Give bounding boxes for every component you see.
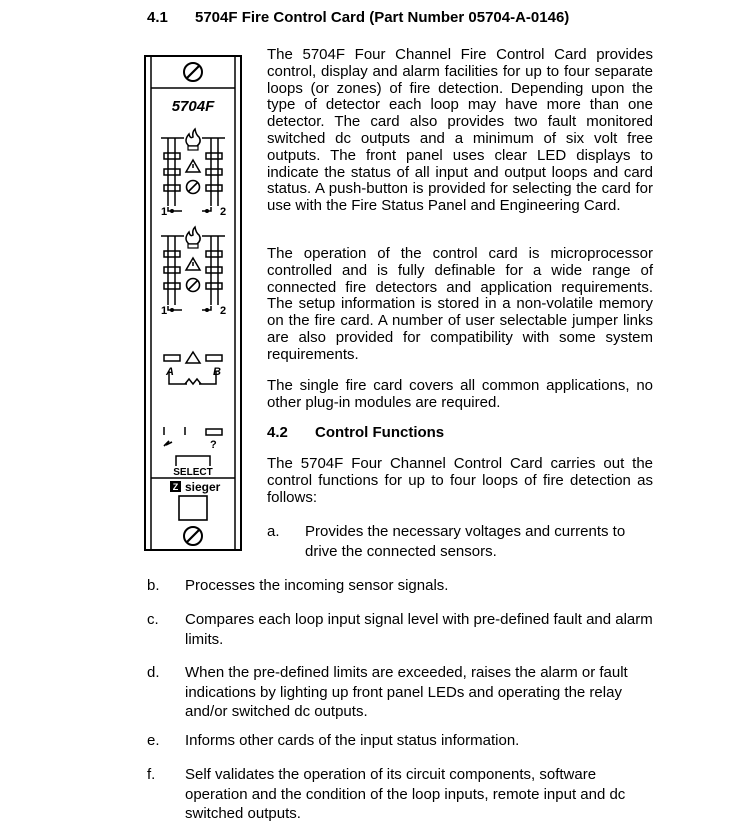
loop-1-label xyxy=(161,206,182,218)
disabled-icon xyxy=(187,181,200,194)
select-bracket xyxy=(176,456,210,466)
intro-paragraph-2: The operation of the control card is microprocessor controlled and is fully definable for a wide range of connected fire detectors and application requirements. The setup information is stored in a non-volatile memory on the fire card. A number of user selectable jumper links are also provided for compatibility with some system requirements. xyxy=(267,245,653,363)
list-item-label: a. xyxy=(267,523,280,540)
warning-icon xyxy=(186,258,200,270)
section-title: Control Functions xyxy=(315,424,445,441)
list-item-label: c. xyxy=(147,611,159,628)
select-push-button[interactable] xyxy=(179,496,207,520)
list-item xyxy=(267,522,655,562)
brand-logo-mark: Z xyxy=(172,482,179,492)
fault-spark-icon xyxy=(164,441,172,446)
list-item-text: Informs other cards of the input status information. xyxy=(185,732,520,749)
loop-2-label xyxy=(202,206,226,218)
list-item-label: e. xyxy=(147,732,160,749)
top-screw-icon xyxy=(184,63,202,81)
list-item-label: f. xyxy=(147,766,156,783)
section-4-2-intro: The 5704F Four Channel Control Card carries out the control functions for up to four loops of fire detection as follows: xyxy=(267,455,653,506)
svg-text:1: 1 xyxy=(161,206,168,218)
list-item xyxy=(147,765,657,825)
section-4-2-heading xyxy=(267,424,444,441)
svg-text:1: 1 xyxy=(161,305,168,317)
intro-paragraph-3: The single fire card covers all common applications, no other plug-in modules are required. xyxy=(267,377,653,411)
list-item xyxy=(147,663,657,723)
fire-icon xyxy=(186,129,200,150)
list-item-text: Provides the necessary voltages and currents to drive the connected sensors. xyxy=(305,523,626,560)
svg-text:2: 2 xyxy=(220,206,227,218)
lower-indicators xyxy=(164,427,222,435)
panel-model-label: 5704F xyxy=(171,98,215,115)
disabled-icon xyxy=(187,279,200,292)
bottom-screw-icon xyxy=(184,527,202,545)
list-item xyxy=(147,610,657,650)
list-item-text: Compares each loop input signal level with pre-defined fault and alarm limits. xyxy=(185,611,653,648)
list-item-label: d. xyxy=(147,664,160,681)
loop-1-label xyxy=(161,305,182,317)
list-item-text: Processes the incoming sensor signals. xyxy=(185,577,449,594)
section-number: 4.2 xyxy=(267,424,288,441)
list-item xyxy=(147,576,657,598)
front-panel-diagram xyxy=(144,55,244,553)
intro-paragraph-1: The 5704F Four Channel Fire Control Card provides control, display and alarm facilities for up to four separate loops (or zones) of fire detection. Depending upon the type of detector each loop may have more than one detector. The card also provides two fault monitored switched dc outputs and a minimum of six volt free outputs. The front panel uses clear LED displays to indicate the status of all input and output loops and card status. A push-button is provided for selecting the card for use with the Fire Status Panel and Engineering Card. xyxy=(267,46,653,215)
output-a-label: A xyxy=(166,366,174,378)
select-label: SELECT xyxy=(173,467,213,478)
section-4-1-heading xyxy=(147,9,569,26)
loop-2-label xyxy=(202,305,226,317)
warning-icon xyxy=(186,160,200,172)
svg-text:2: 2 xyxy=(220,305,227,317)
section-title: 5704F Fire Control Card (Part Number 05704-A-0146) xyxy=(195,9,570,26)
brand-name: sieger xyxy=(185,480,221,494)
section-number: 4.1 xyxy=(147,9,168,26)
output-b-label: B xyxy=(213,366,221,378)
list-item-text: When the pre-defined limits are exceeded, raises the alarm or fault indications by lighting up front panel LEDs and operating the relay and/or switched dc outputs. xyxy=(185,664,628,720)
list-item-label: b. xyxy=(147,577,160,594)
list-item-text: Self validates the operation of its circuit components, software operation and the condition of the loop inputs, remote input and dc switched outputs. xyxy=(185,766,626,822)
fire-icon xyxy=(186,227,200,248)
list-item xyxy=(147,731,657,753)
query-label: ? xyxy=(210,439,217,451)
